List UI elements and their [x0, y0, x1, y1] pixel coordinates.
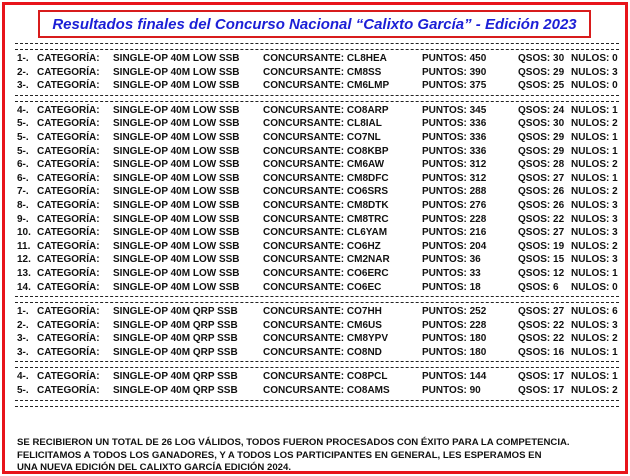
category-label: CATEGORÍA: [37, 159, 100, 171]
contestant-cell: CONCURSANTE: CO8AMS [263, 385, 390, 397]
result-row [15, 52, 619, 66]
result-row [15, 66, 619, 80]
category-mode: SINGLE-OP 40M LOW SSB [113, 53, 240, 64]
rank-cell: 8-. [17, 199, 29, 211]
category-mode: SINGLE-OP 40M LOW SSB [113, 186, 240, 198]
category-mode: SINGLE-OP 40M QRP SSB [113, 346, 238, 358]
points-cell: PUNTOS: 228 [422, 319, 487, 331]
contestant-cell: CONCURSANTE: CM6US [263, 319, 382, 331]
nulos-cell: NULOS: 3 [571, 254, 618, 266]
result-row [15, 172, 619, 186]
contestant-cell: CONCURSANTE: CO7NL [263, 131, 381, 143]
result-row [15, 370, 619, 384]
rank-cell: 6-. [17, 159, 29, 171]
rank-cell: 14. [17, 281, 31, 293]
footer-line-2: FELICITAMOS A TODOS LOS GANADORES, Y A TODOS LOS PARTICIPANTES EN GENERAL, LES ESPERAMOS EN [17, 449, 542, 461]
rank-cell: 3-. [17, 80, 29, 92]
contestant-cell: CONCURSANTE: CM8YPV [263, 333, 389, 345]
points-cell: PUNTOS: 18 [422, 281, 481, 293]
rank-cell: 6-. [17, 172, 29, 184]
points-cell: PUNTOS: 336 [422, 131, 487, 143]
nulos-cell: NULOS: 2 [571, 159, 618, 171]
category-label: CATEGORÍA: [37, 118, 100, 130]
points-cell: PUNTOS: 216 [422, 227, 487, 239]
qsos-cell: QSOS: 22 [518, 333, 565, 345]
result-row [15, 185, 619, 199]
category-label: CATEGORÍA: [37, 213, 100, 225]
qsos-cell: QSOS: 29 [518, 66, 565, 78]
points-cell: PUNTOS: 390 [422, 66, 487, 78]
nulos-cell: NULOS: 2 [571, 186, 618, 198]
rank-cell: 3-. [17, 346, 29, 358]
category-label: CATEGORÍA: [37, 346, 100, 358]
qsos-cell: QSOS: 27 [518, 172, 565, 184]
rank-cell: 4-. [17, 104, 29, 116]
category-mode: SINGLE-OP 40M LOW SSB [113, 80, 240, 92]
contestant-cell: CONCURSANTE: CO8ND [263, 346, 382, 358]
contestant-cell: CONCURSANTE: CO7HH [263, 306, 382, 318]
contestant-cell: CONCURSANTE: CO6EC [263, 281, 382, 293]
rank-cell: 2-. [17, 319, 29, 331]
footer-note [17, 437, 621, 475]
qsos-cell: QSOS: 30 [518, 53, 565, 64]
result-row [15, 319, 619, 333]
rank-cell: 5-. [17, 385, 29, 397]
category-label: CATEGORÍA: [37, 371, 100, 383]
qsos-cell: QSOS: 16 [518, 346, 565, 358]
contestant-cell: CONCURSANTE: CO6ERC [263, 267, 389, 279]
result-row [15, 199, 619, 213]
category-mode: SINGLE-OP 40M LOW SSB [113, 104, 240, 116]
points-cell: PUNTOS: 90 [422, 385, 481, 397]
footer-line-1: SE RECIBIERON UN TOTAL DE 26 LOG VÁLIDOS, TODOS FUERON PROCESADOS CON ÉXITO PARA LA COMPETENCIA. [17, 437, 570, 448]
points-cell: PUNTOS: 180 [422, 333, 487, 345]
nulos-cell: NULOS: 1 [571, 346, 618, 358]
nulos-cell: NULOS: 1 [571, 104, 618, 116]
qsos-cell: QSOS: 24 [518, 104, 565, 116]
qsos-cell: QSOS: 17 [518, 385, 565, 397]
category-mode: SINGLE-OP 40M LOW SSB [113, 281, 240, 293]
category-mode: SINGLE-OP 40M QRP SSB [113, 319, 238, 331]
nulos-cell: NULOS: 0 [571, 80, 618, 92]
rank-cell: 3-. [17, 333, 29, 345]
separator-line [15, 43, 619, 50]
result-row [15, 281, 619, 295]
nulos-cell: NULOS: 1 [571, 371, 618, 383]
nulos-cell: NULOS: 1 [571, 267, 618, 279]
qsos-cell: QSOS: 22 [518, 213, 565, 225]
category-mode: SINGLE-OP 40M LOW SSB [113, 267, 240, 279]
contestant-cell: CONCURSANTE: CM8DTK [263, 199, 389, 211]
rank-cell: 2-. [17, 66, 29, 78]
result-row [15, 213, 619, 227]
qsos-cell: QSOS: 15 [518, 254, 565, 266]
rank-cell: 5-. [17, 145, 29, 157]
category-label: CATEGORÍA: [37, 240, 100, 252]
nulos-cell: NULOS: 3 [571, 319, 618, 331]
results-list [15, 41, 619, 409]
contestant-cell: CONCURSANTE: CM8SS [263, 66, 382, 78]
points-cell: PUNTOS: 345 [422, 104, 487, 116]
points-cell: PUNTOS: 204 [422, 240, 487, 252]
nulos-cell: NULOS: 2 [571, 118, 618, 130]
category-label: CATEGORÍA: [37, 199, 100, 211]
category-mode: SINGLE-OP 40M QRP SSB [113, 385, 238, 397]
category-mode: SINGLE-OP 40M LOW SSB [113, 172, 240, 184]
separator-line [15, 361, 619, 368]
qsos-cell: QSOS: 22 [518, 319, 565, 331]
qsos-cell: QSOS: 6 [518, 281, 559, 293]
qsos-cell: QSOS: 12 [518, 267, 565, 279]
footer-line-3: UNA NUEVA EDICIÓN DEL CALIXTO GARCÍA EDICIÓN 2024. [17, 462, 291, 473]
rank-cell: 1-. [17, 53, 29, 64]
points-cell: PUNTOS: 33 [422, 267, 481, 279]
points-cell: PUNTOS: 252 [422, 306, 487, 318]
nulos-cell: NULOS: 0 [571, 281, 618, 293]
points-cell: PUNTOS: 450 [422, 53, 487, 64]
points-cell: PUNTOS: 312 [422, 159, 487, 171]
contestant-cell: CONCURSANTE: CO8PCL [263, 371, 388, 383]
category-label: CATEGORÍA: [37, 227, 100, 239]
result-row [15, 384, 619, 398]
qsos-cell: QSOS: 30 [518, 118, 565, 130]
contestant-cell: CONCURSANTE: CO6HZ [263, 240, 381, 252]
category-mode: SINGLE-OP 40M QRP SSB [113, 306, 238, 318]
contestant-cell: CONCURSANTE: CL8HEA [263, 53, 387, 64]
contestant-cell: CONCURSANTE: CM6AW [263, 159, 385, 171]
separator-line [15, 296, 619, 303]
result-row [15, 253, 619, 267]
rank-cell: 13. [17, 267, 31, 279]
category-label: CATEGORÍA: [37, 66, 100, 78]
points-cell: PUNTOS: 36 [422, 254, 481, 266]
nulos-cell: NULOS: 6 [571, 306, 618, 318]
category-mode: SINGLE-OP 40M LOW SSB [113, 227, 240, 239]
contestant-cell: CONCURSANTE: CO8ARP [263, 104, 389, 116]
contestant-cell: CONCURSANTE: CL8IAL [263, 118, 382, 130]
result-row [15, 131, 619, 145]
category-label: CATEGORÍA: [37, 281, 100, 293]
points-cell: PUNTOS: 375 [422, 80, 487, 92]
category-mode: SINGLE-OP 40M QRP SSB [113, 333, 238, 345]
qsos-cell: QSOS: 26 [518, 186, 565, 198]
nulos-cell: NULOS: 2 [571, 333, 618, 345]
result-row [15, 117, 619, 131]
category-mode: SINGLE-OP 40M LOW SSB [113, 118, 240, 130]
qsos-cell: QSOS: 28 [518, 159, 565, 171]
qsos-cell: QSOS: 29 [518, 145, 565, 157]
nulos-cell: NULOS: 2 [571, 385, 618, 397]
result-row [15, 332, 619, 346]
result-row [15, 145, 619, 159]
nulos-cell: NULOS: 3 [571, 213, 618, 225]
result-row [15, 240, 619, 254]
contestant-cell: CONCURSANTE: CM8TRC [263, 213, 389, 225]
contestant-cell: CONCURSANTE: CM2NAR [263, 254, 390, 266]
category-label: CATEGORÍA: [37, 145, 100, 157]
contestant-cell: CONCURSANTE: CO6SRS [263, 186, 389, 198]
title-box [38, 10, 591, 38]
separator-line [15, 400, 619, 407]
category-mode: SINGLE-OP 40M LOW SSB [113, 145, 240, 157]
nulos-cell: NULOS: 3 [571, 66, 618, 78]
qsos-cell: QSOS: 17 [518, 371, 565, 383]
nulos-cell: NULOS: 3 [571, 199, 618, 211]
contestant-cell: CONCURSANTE: CO8KBP [263, 145, 389, 157]
points-cell: PUNTOS: 276 [422, 199, 487, 211]
nulos-cell: NULOS: 0 [571, 53, 618, 64]
category-mode: SINGLE-OP 40M LOW SSB [113, 254, 240, 266]
result-row [15, 79, 619, 93]
category-label: CATEGORÍA: [37, 53, 100, 64]
qsos-cell: QSOS: 26 [518, 199, 565, 211]
rank-cell: 11. [17, 240, 31, 252]
result-row [15, 305, 619, 319]
points-cell: PUNTOS: 288 [422, 186, 487, 198]
category-label: CATEGORÍA: [37, 385, 100, 397]
rank-cell: 1-. [17, 306, 29, 318]
category-label: CATEGORÍA: [37, 306, 100, 318]
separator-line [15, 95, 619, 102]
nulos-cell: NULOS: 2 [571, 240, 618, 252]
category-label: CATEGORÍA: [37, 104, 100, 116]
category-mode: SINGLE-OP 40M QRP SSB [113, 371, 238, 383]
category-mode: SINGLE-OP 40M LOW SSB [113, 240, 240, 252]
qsos-cell: QSOS: 25 [518, 80, 565, 92]
rank-cell: 5-. [17, 118, 29, 130]
rank-cell: 7-. [17, 186, 29, 198]
rank-cell: 9-. [17, 213, 29, 225]
result-row [15, 346, 619, 360]
category-label: CATEGORÍA: [37, 319, 100, 331]
points-cell: PUNTOS: 336 [422, 145, 487, 157]
points-cell: PUNTOS: 312 [422, 172, 487, 184]
result-row [15, 267, 619, 281]
qsos-cell: QSOS: 19 [518, 240, 565, 252]
category-label: CATEGORÍA: [37, 267, 100, 279]
contestant-cell: CONCURSANTE: CM6LMP [263, 80, 390, 92]
category-mode: SINGLE-OP 40M LOW SSB [113, 199, 240, 211]
results-frame [2, 2, 628, 474]
points-cell: PUNTOS: 228 [422, 213, 487, 225]
points-cell: PUNTOS: 180 [422, 346, 487, 358]
result-row [15, 226, 619, 240]
nulos-cell: NULOS: 1 [571, 172, 618, 184]
nulos-cell: NULOS: 1 [571, 145, 618, 157]
qsos-cell: QSOS: 27 [518, 227, 565, 239]
category-mode: SINGLE-OP 40M LOW SSB [113, 66, 240, 78]
qsos-cell: QSOS: 29 [518, 131, 565, 143]
nulos-cell: NULOS: 1 [571, 131, 618, 143]
rank-cell: 5-. [17, 131, 29, 143]
nulos-cell: NULOS: 3 [571, 227, 618, 239]
rank-cell: 10. [17, 227, 31, 239]
category-label: CATEGORÍA: [37, 186, 100, 198]
category-label: CATEGORÍA: [37, 254, 100, 266]
category-mode: SINGLE-OP 40M LOW SSB [113, 213, 240, 225]
category-label: CATEGORÍA: [37, 131, 100, 143]
category-label: CATEGORÍA: [37, 80, 100, 92]
points-cell: PUNTOS: 144 [422, 371, 487, 383]
points-cell: PUNTOS: 336 [422, 118, 487, 130]
rank-cell: 4-. [17, 371, 29, 383]
category-label: CATEGORÍA: [37, 333, 100, 345]
result-row [15, 104, 619, 118]
page-title: Resultados finales del Concurso Nacional “Calixto García” - Edición 2023 [52, 15, 577, 33]
contestant-cell: CONCURSANTE: CM8DFC [263, 172, 389, 184]
category-mode: SINGLE-OP 40M LOW SSB [113, 159, 240, 171]
category-label: CATEGORÍA: [37, 172, 100, 184]
category-mode: SINGLE-OP 40M LOW SSB [113, 131, 240, 143]
result-row [15, 158, 619, 172]
contestant-cell: CONCURSANTE: CL6YAM [263, 227, 388, 239]
rank-cell: 12. [17, 254, 31, 266]
qsos-cell: QSOS: 27 [518, 306, 565, 318]
